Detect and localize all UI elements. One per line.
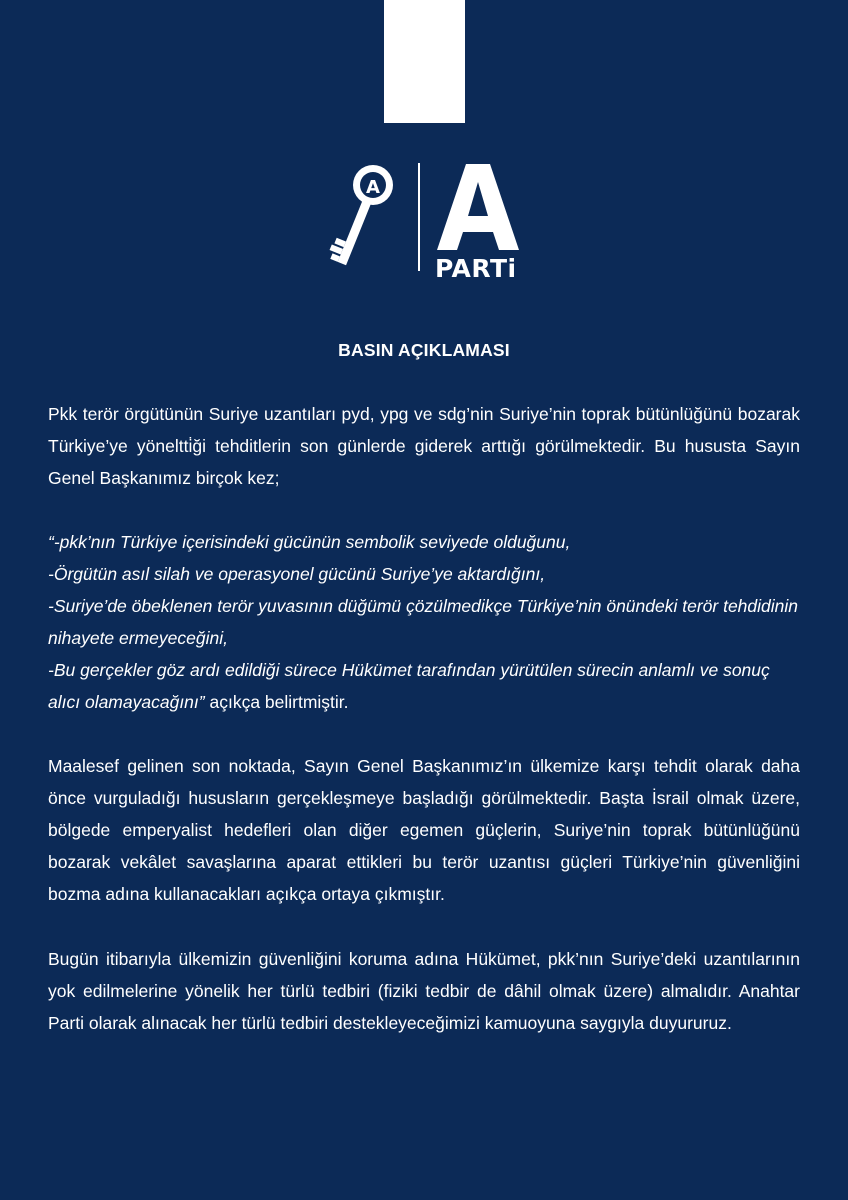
letter-a-icon [437, 164, 519, 250]
party-logo [325, 150, 525, 283]
paragraph-conclusion: Bugün itibarıyla ülkemizin güvenliğini koruma adına Hükümet, pkk’nın Suriye’deki uzantılarının yok edilmelerine yönelik her türlü tedbiri (fiziki tedbir de dâhil olmak üzere) almalıdır. Anahtar Parti olarak alınacak her türlü tedbiri destekleyeceğimizi kamuoyuna saygıyla duyururuz. [48, 949, 800, 1033]
quote-line: -Örgütün asıl silah ve operasyonel gücünü Suriye’ye aktardığını, [48, 564, 546, 584]
logo-divider [418, 163, 420, 271]
quote-block [48, 526, 800, 718]
statement-body [48, 398, 800, 1039]
quote-line: -Bu gerçekler göz ardı edildiği sürece Hükümet tarafından yürütülen sürecin anlamlı ve sonuç alıcı olamayacağını” [48, 660, 770, 712]
quote-tail: açıkça belirtmiştir. [204, 692, 349, 712]
quote-line: -Suriye’de öbeklenen terör yuvasının düğümü çözülmedikçe Türkiye’nin önündeki terör tehdidinin nihayete ermeyeceğini, [48, 596, 799, 648]
page-title: BASIN AÇIKLAMASI [338, 340, 510, 360]
paragraph-intro: Pkk terör örgütünün Suriye uzantıları pyd, ypg ve sdg’nin Suriye’nin toprak bütünlüğünü bozarak Türkiye’ye yöneltti̇ği tehditlerin son günlerde giderek arttığı görülmektedir. Bu hususta Sayın Genel Başkanımız birçok kez; [48, 404, 800, 488]
paragraph-situation: Maalesef gelinen son noktada, Sayın Genel Başkanımız’ın ülkemize karşı tehdit olarak daha önce vurguladığı hususların gerçekleşmeye başladığı görülmektedir. Başta İsrail olmak üzere, bölgede emperyalist hedefleri olan diğer egemen güçlerin, Suriye’nin toprak bütünlüğünü bozarak vekâlet savaşlarına aparat ettikleri bu terör uzantısı güçleri Türkiye’nin güvenliğini bozma adına kullanacakları açıkça ortaya çıkmıştır. [48, 756, 800, 904]
svg-text:A: A [366, 177, 380, 198]
header-tab [384, 0, 465, 123]
quote-line: “-pkk’nın Türkiye içerisindeki gücünün sembolik seviyede olduğunu, [48, 532, 571, 552]
logo-wordmark: PARTi [435, 254, 517, 283]
